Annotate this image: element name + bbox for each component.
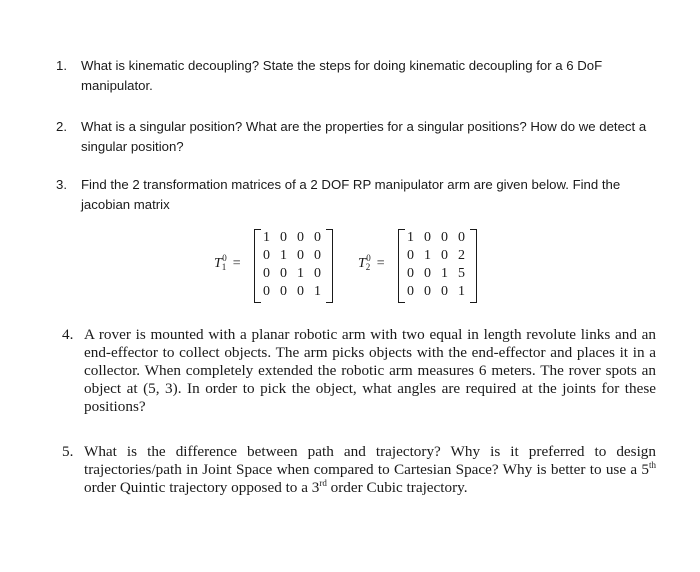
matrix-grid [402,229,470,301]
matrix-cell: 0 [441,248,448,263]
matrix-cell: 1 [441,266,448,281]
matrix-cell: 0 [280,230,287,245]
matrix-cell: 1 [297,266,304,281]
question-number: 5. [62,443,74,460]
matrix-cell: 0 [263,284,270,299]
matrix-cell: 0 [297,284,304,299]
matrix-cell: 1 [280,248,287,263]
matrix-cell: 1 [314,284,321,299]
question-3 [56,175,656,215]
matrix-cell: 0 [424,284,431,299]
right-bracket [326,229,333,303]
matrix-t2 [358,225,488,305]
matrix-cell: 0 [407,266,414,281]
question-text: What is the difference between path and trajectory? Why is it preferred to design trajectories/path in Joint Space when compared to Cartesian Space? Why is better to use a 5th order Quintic trajectory opposed to a 3rd order Cubic trajectory. [84,443,656,496]
matrix-cell: 0 [407,284,414,299]
matrix-cell: 1 [263,230,270,245]
matrix-cell: 0 [263,266,270,281]
matrix-cell: 5 [458,266,465,281]
question-text: What is kinematic decoupling? State the steps for doing kinematic decoupling for a 6 DoF manipulator. [81,58,603,93]
matrix-cell: 0 [314,266,321,281]
matrix-cell: 0 [314,248,321,263]
matrix-cell: 0 [458,230,465,245]
question-number: 1. [56,58,67,73]
matrix-cell: 2 [458,248,465,263]
matrix-grid [258,229,326,301]
matrix-cell: 0 [280,266,287,281]
question-text: A rover is mounted with a planar robotic arm with two equal in length revolute links and an end-effector to collect objects. The arm picks objects with the end-effector and places it in a collector. When completely extended the robotic arm measures 6 meters. The rover spots an object at (5, 3). In order to pick the object, what angles are required at the joints for these positions? [84,326,656,415]
matrix-cell: 0 [424,230,431,245]
question-number: 2. [56,119,67,134]
question-2 [56,117,656,157]
matrix-label: $T_2^0$ = [358,253,385,272]
matrix-cell: 1 [458,284,465,299]
question-5 [56,443,656,497]
matrix-t1 [214,225,344,305]
matrix-cell: 0 [297,230,304,245]
matrix-cell: 1 [424,248,431,263]
question-text: What is a singular position? What are the properties for a singular positions? How do we detect a singular position? [81,119,647,154]
matrix-cell: 0 [424,266,431,281]
matrix-cell: 0 [407,248,414,263]
question-4 [56,326,656,416]
matrix-cell: 0 [314,230,321,245]
matrix-cell: 0 [441,284,448,299]
matrix-cell: 1 [407,230,414,245]
matrix-label: $T_1^0$ = [214,253,241,272]
matrix-cell: 0 [297,248,304,263]
question-number: 3. [56,177,67,192]
right-bracket [470,229,477,303]
matrix-cell: 0 [441,230,448,245]
question-text: Find the 2 transformation matrices of a 2 DOF RP manipulator arm are given below. Find the jacobian matrix [81,177,621,212]
matrix-cell: 0 [280,284,287,299]
matrix-cell: 0 [263,248,270,263]
question-number: 4. [62,326,74,343]
question-1 [56,56,656,96]
